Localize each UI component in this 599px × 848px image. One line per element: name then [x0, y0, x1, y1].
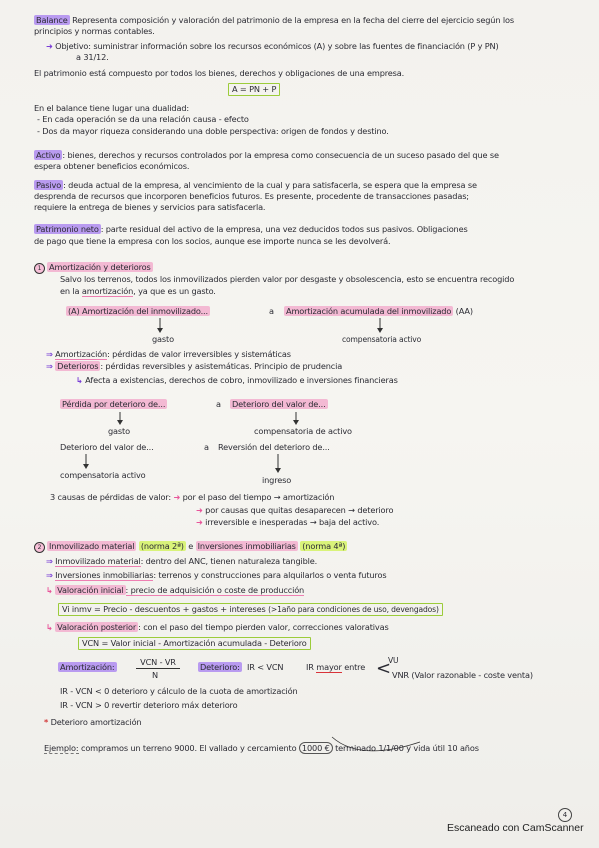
line-valoracion-posterior: ↳ Valoración posterior : con el paso del tiempo pierden valor, correcciones valorativas — [46, 622, 389, 632]
line-activo-2: espera obtener beneficios económicos. — [34, 161, 190, 171]
line-ir-mayor: IR - VCN > 0 revertir deterioro máx deterioro — [60, 700, 238, 710]
line-ejemplo: Ejemplo: compramos un terreno 9000. El vallado y cercamiento 1000 € terminado 1/1/00 y vida útil 10 años — [44, 743, 479, 753]
line-causa-3: ➜ irreversible e inesperadas → baja del activo. — [196, 517, 380, 527]
label-deterioro: Deterioro: — [200, 662, 240, 672]
arrow-icon: ➜ — [196, 517, 203, 527]
entry-amortizacion-a: a — [269, 306, 274, 316]
entry-reversion-right: Reversión del deterioro de... — [218, 442, 330, 452]
ir-mayor: IR mayor entre — [306, 662, 366, 672]
section-number: 2 — [34, 542, 45, 553]
entry-reversion-left: Deterioro del valor de... — [60, 442, 154, 452]
section-number: 1 — [34, 263, 45, 274]
line-deterioro-amortizacion: * Deterioro amortización — [44, 717, 142, 727]
line-inmovilizado: ⇒ Inmovilizado material: dentro del ANC, tienen naturaleza tangible. — [46, 556, 318, 566]
line-causas: 3 causas de pérdidas de valor: ➜ por el paso del tiempo → amortización — [50, 492, 335, 502]
entry-deterioro-a: a — [216, 399, 221, 409]
entry-deterioro-left: Pérdida por deterioro de... — [62, 399, 166, 409]
arrow-icon: ➜ — [196, 505, 203, 515]
line-dualidad: En el balance tiene lugar una dualidad: — [34, 103, 189, 113]
line-inversiones: ⇒ Inversiones inmobiliarias: terrenos y construcciones para alquilarlos o venta futuros — [46, 570, 387, 580]
line-pasivo: Pasivo : deuda actual de la empresa, al vencimiento de la cual y para satisfacerla, se espera que la empresa se — [36, 180, 477, 190]
arrow-icon: ⇒ — [46, 349, 53, 359]
fraction-numerator: VCN - VR — [136, 657, 180, 669]
line-amortizacion: en la amortización, ya que es un gasto. — [60, 286, 216, 296]
asterisk-icon: * — [44, 717, 49, 727]
label-compensatoria-2: compensatoria de activo — [254, 426, 352, 436]
section-2-heading: 2 Inmovilizado material (norma 2ª) e Inversiones inmobiliarias (norma 4ª) — [34, 541, 347, 553]
entry-reversion-a: a — [204, 442, 209, 452]
arrow-icon: ↳ — [46, 585, 53, 595]
page-number: 4 — [558, 808, 572, 822]
term-balance: Balance — [36, 15, 68, 25]
arrow-icon: ⇒ — [46, 556, 53, 566]
entry-amortizacion-left: (A) Amortización del inmovilizado... — [68, 306, 208, 316]
label-gasto: gasto — [152, 334, 174, 344]
line-principios: principios y normas contables. — [34, 26, 155, 36]
scanner-watermark: Escaneado con CamScanner — [447, 822, 584, 834]
line-valoracion-inicial: ↳ Valoración inicial : precio de adquisición o coste de producción — [46, 585, 305, 595]
label-compensatoria: compensatoria activo — [342, 335, 422, 344]
formula-vcn: VCN = Valor inicial - Amortización acumulada - Deterioro — [78, 637, 311, 650]
term-patrimonio-neto: Patrimonio neto — [36, 224, 99, 234]
arrow-icon: ➜ — [46, 41, 53, 51]
section-1-heading: 1 Amortización y deterioros — [34, 262, 153, 274]
line-amortizacion-formula: Amortización: — [60, 662, 115, 672]
label-compensatoria-3: compensatoria activo — [60, 470, 146, 480]
line-salvo: Salvo los terrenos, todos los inmovilizados pierden valor por desgaste y obsolescencia, esto se encuentra recogido — [60, 274, 515, 284]
label-gasto-2: gasto — [108, 426, 130, 436]
line-pasivo-3: requiere la entrega de bienes y servicios para satisfacerla. — [34, 202, 266, 212]
line-balance: Balance Representa composición y valoración del patrimonio de la empresa en la fecha del cierre del ejercicio según los — [36, 15, 514, 25]
condition-deterioro: IR < VCN — [247, 662, 284, 672]
line-deterioros-def: ⇒ Deterioros : pérdidas reversibles y asistemáticas. Principio de prudencia — [46, 361, 343, 371]
arrow-icon: ↳ — [46, 622, 53, 632]
entry-amortizacion-right: Amortización acumulada del inmovilizado (AA) — [286, 306, 473, 316]
label-ingreso: ingreso — [262, 475, 292, 485]
entry-deterioro-right: Deterioro del valor de... — [232, 399, 326, 409]
term-activo: Activo — [36, 150, 61, 160]
line-afecta: ↳ Afecta a existencias, derechos de cobro, inmovilizado e inversiones financieras — [76, 375, 398, 385]
arrow-icon: ↳ — [76, 375, 83, 385]
line-fecha: a 31/12. — [76, 52, 109, 62]
formula-valor-inicial: Vi inmv = Precio - descuentos + gastos + intereses (>1año para condiciones de uso, devengados) — [58, 603, 443, 616]
line-ir-menor: IR - VCN < 0 deterioro y cálculo de la cuota de amortización — [60, 686, 298, 696]
line-patrimonio: El patrimonio está compuesto por todos los bienes, derechos y obligaciones de una empresa. — [34, 68, 405, 78]
line-causa-2: ➜ por causas que quitas desaparecen → deterioro — [196, 505, 394, 515]
brace-icon: < — [376, 658, 391, 679]
arrow-icon: ⇒ — [46, 361, 53, 371]
line-amort-def: ⇒ Amortización: pérdidas de valor irreversibles y sistemáticas — [46, 349, 291, 359]
line-causa-efecto: - En cada operación se da una relación causa - efecto — [37, 114, 249, 124]
arrow-icon: ⇒ — [46, 570, 53, 580]
line-pasivo-2: desprenda de recursos que incorporen beneficios futuros. Es presente, procedente de transacciones pasadas; — [34, 191, 469, 201]
formula-balance: A = PN + P — [228, 83, 280, 96]
arrow-icon: ➜ — [173, 492, 181, 502]
line-activo: Activo : bienes, derechos y recursos controlados por la empresa como consecuencia de un suceso pasado del que se — [36, 150, 499, 160]
line-perspectiva: - Dos da mayor riqueza considerando una doble perspectiva: origen de fondos y destino. — [37, 126, 389, 136]
line-pn: Patrimonio neto : parte residual del activo de la empresa, una vez deducidos todos sus pasivos. Obligaciones — [36, 224, 468, 234]
line-objetivo: ➜ Objetivo: suministrar información sobre los recursos económicos (A) y sobre las fuentes de financiación (P y PN) — [46, 41, 499, 51]
fraction-denominator: N — [152, 670, 158, 680]
line-pn-2: de pago que tiene la empresa con los socios, aunque ese importe nunca se les devolverá. — [34, 236, 391, 246]
label-vnr: VNR (Valor razonable - coste venta) — [392, 670, 533, 680]
label-vu: VU — [388, 656, 399, 665]
term-pasivo: Pasivo — [36, 180, 62, 190]
